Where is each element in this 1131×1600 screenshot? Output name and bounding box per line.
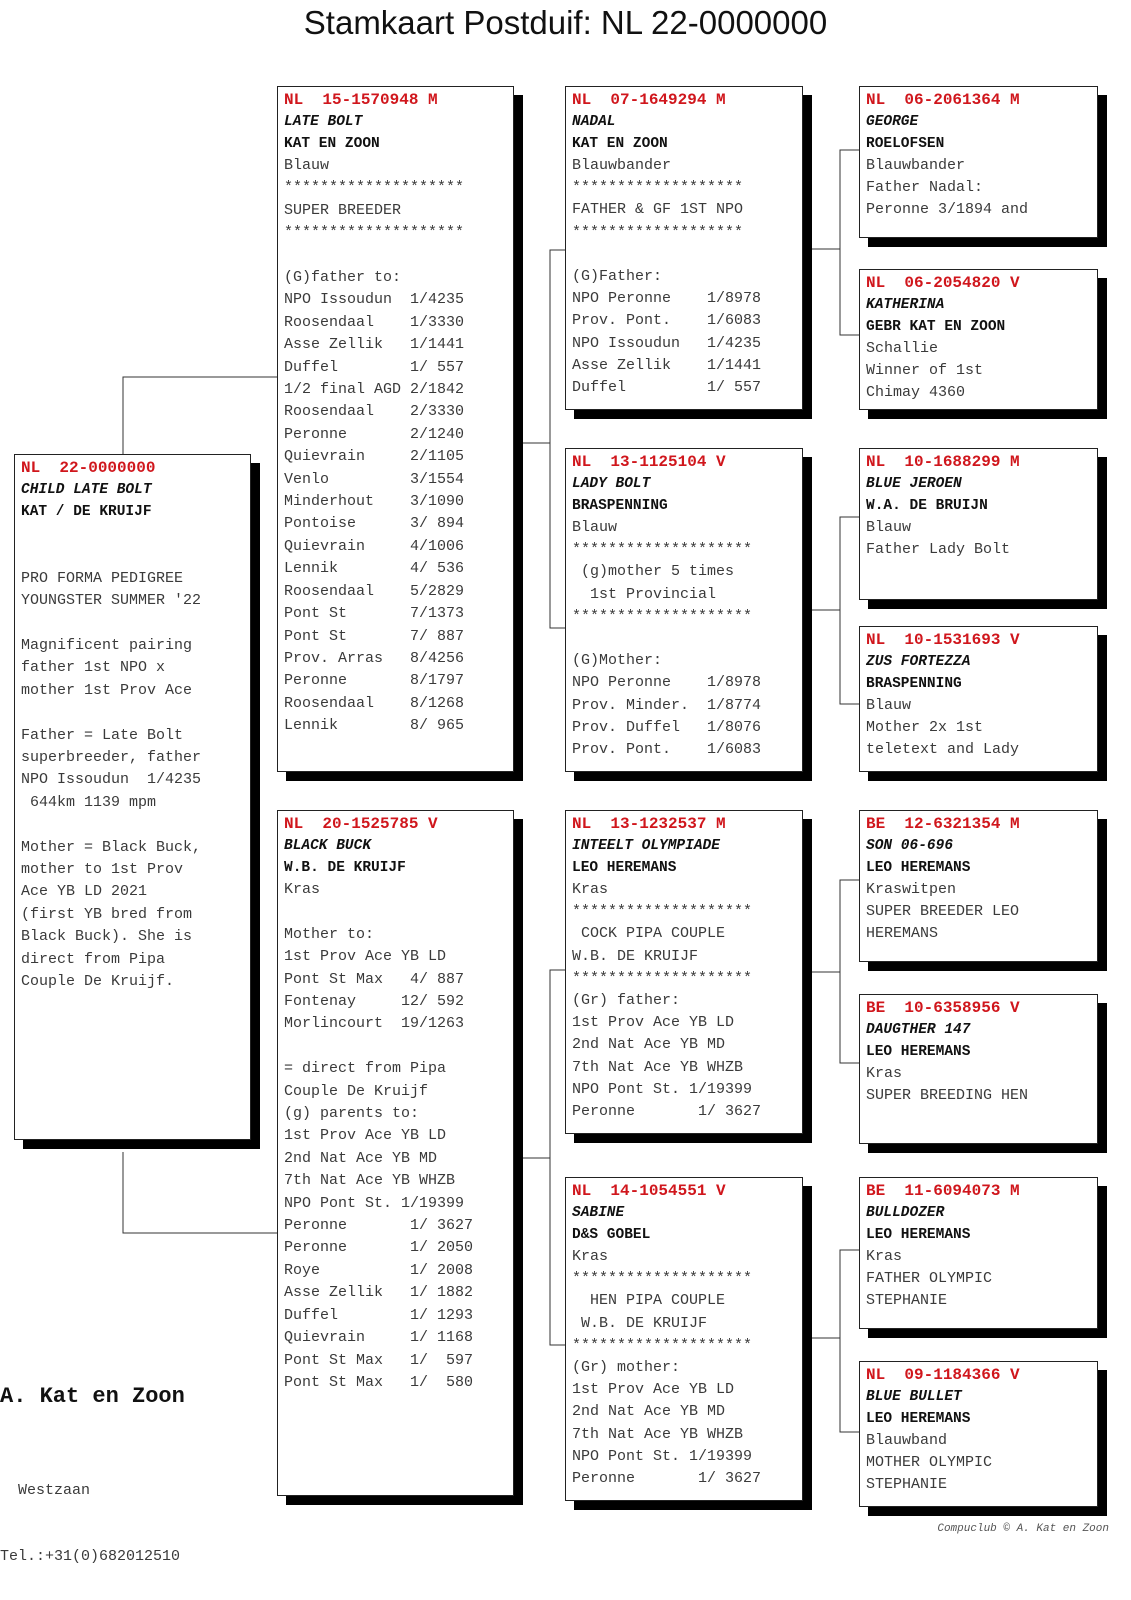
pedigree-line: Venlo 3/1554 <box>284 470 465 488</box>
pedigree-line: 1st Prov Ace YB LD <box>572 1014 735 1032</box>
pedigree-line: Blauw <box>866 697 912 714</box>
card-sss-owner: ROELOFSEN <box>866 136 945 152</box>
pedigree-line: NPO Peronne 1/8978 <box>572 674 762 692</box>
card-sdd-ring: NL 10-1531693 V <box>866 631 1020 649</box>
pedigree-line: ******************* <box>572 179 744 197</box>
pedigree-line: Kras <box>866 1065 903 1082</box>
breeder-name: A. Kat en Zoon <box>0 1384 185 1409</box>
pedigree-line: (g)mother 5 times <box>572 563 735 581</box>
pedigree-line: ******************** <box>572 903 753 921</box>
pedigree-line: SUPER BREEDING HEN <box>866 1087 1029 1105</box>
pedigree-line: Blauw <box>572 519 618 536</box>
pedigree-line <box>572 628 796 650</box>
pedigree-line: Pontoise 3/ 894 <box>284 515 465 533</box>
card-dam-sire <box>565 810 803 1134</box>
connector-sire-parents <box>520 250 569 628</box>
pedigree-line: father 1st NPO x <box>21 659 166 677</box>
card-dsd-notes <box>866 1063 1091 1107</box>
pedigree-line <box>284 245 507 267</box>
pedigree-line: ******************* <box>572 223 744 241</box>
card-sds-ring: NL 10-1688299 M <box>866 453 1020 471</box>
card-dam-dam-ring: NL 14-1054551 V <box>572 1182 726 1200</box>
pedigree-line: Mother = Black Buck, <box>21 838 202 856</box>
pedigree-line: Prov. Pont. 1/6083 <box>572 741 762 759</box>
connector-nadal-parents <box>810 150 863 335</box>
pedigree-line: 7th Nat Ace YB WHZB <box>284 1172 456 1190</box>
pedigree-line: teletext and Lady <box>866 741 1020 759</box>
pedigree-line: mother to 1st Prov <box>21 861 184 879</box>
pedigree-line: Prov. Duffel 1/8076 <box>572 718 762 736</box>
card-ssd-notes <box>866 338 1091 405</box>
card-ssd <box>859 269 1098 410</box>
pedigree-line: (G)father to: <box>284 269 402 287</box>
pedigree-line: HEREMANS <box>866 925 939 943</box>
card-dds-notes <box>866 1246 1091 1313</box>
card-subject-name: CHILD LATE BOLT <box>21 482 152 498</box>
pedigree-line: NPO Peronne 1/8978 <box>572 290 762 308</box>
connector-inteelt-parents <box>810 880 863 1063</box>
pedigree-line <box>21 523 244 545</box>
card-dam-dam <box>565 1177 803 1501</box>
breeder-contact <box>0 1436 180 1590</box>
pedigree-line: Asse Zellik 1/ 1882 <box>284 1284 474 1302</box>
pedigree-line: direct from Pipa <box>21 950 166 968</box>
card-dam-dam-notes <box>572 1246 796 1490</box>
pedigree-line: Quievrain 2/1105 <box>284 448 465 466</box>
card-ddd-owner: LEO HEREMANS <box>866 1411 971 1427</box>
page-title: Stamkaart Postduif: NL 22-0000000 <box>303 4 828 41</box>
pedigree-line: 1st Prov Ace YB LD <box>572 1381 735 1399</box>
pedigree-line: Ace YB LD 2021 <box>21 883 148 901</box>
card-dam-sire-notes <box>572 879 796 1123</box>
pedigree-line <box>21 545 244 567</box>
pedigree-line: 2nd Nat Ace YB MD <box>572 1403 726 1421</box>
card-sss-name: GEORGE <box>866 114 919 130</box>
connector-subject-sire <box>123 377 281 454</box>
pedigree-line: Duffel 1/ 557 <box>572 379 762 397</box>
pedigree-line: Asse Zellik 1/1441 <box>572 356 762 374</box>
pedigree-line: Roye 1/ 2008 <box>284 1261 474 1279</box>
pedigree-line: Duffel 1/ 1293 <box>284 1306 474 1324</box>
pedigree-line: Roosendaal 5/2829 <box>284 582 465 600</box>
card-ddd-notes <box>866 1430 1091 1497</box>
card-ddd-ring: NL 09-1184366 V <box>866 1366 1020 1384</box>
pedigree-line: MOTHER OLYMPIC <box>866 1454 993 1472</box>
pedigree-line: NPO Issoudun 1/4235 <box>21 771 202 789</box>
card-dss-notes <box>866 879 1091 946</box>
pedigree-line: COCK PIPA COUPLE <box>572 925 726 943</box>
pedigree-line: Prov. Minder. 1/8774 <box>572 696 762 714</box>
pedigree-line: 1st Prov Ace YB LD <box>284 1127 447 1145</box>
pedigree-line: 2nd Nat Ace YB MD <box>284 1149 438 1167</box>
pedigree-line: NPO Pont St. 1/19399 <box>572 1080 753 1098</box>
card-subject <box>14 454 251 1140</box>
card-dss-name: SON 06-696 <box>866 838 954 854</box>
card-dsd-name: DAUGTHER 147 <box>866 1022 971 1038</box>
pedigree-line: Peronne 1/ 3627 <box>572 1103 762 1121</box>
pedigree-line: 644km 1139 mpm <box>21 793 157 811</box>
pedigree-line: 7th Nat Ace YB WHZB <box>572 1425 744 1443</box>
pedigree-line: Duffel 1/ 557 <box>284 358 465 376</box>
card-sire-dam-owner: BRASPENNING <box>572 498 668 514</box>
card-dds <box>859 1177 1098 1329</box>
card-sss-notes <box>866 155 1091 222</box>
pedigree-line: FATHER OLYMPIC <box>866 1270 993 1288</box>
pedigree-line: W.B. DE KRUIJF <box>572 1314 708 1332</box>
card-sire-sire-name: NADAL <box>572 114 616 130</box>
pedigree-line: 2nd Nat Ace YB MD <box>572 1036 726 1054</box>
pedigree-line <box>21 613 244 635</box>
pedigree-line: ******************** <box>572 1336 753 1354</box>
pedigree-line: (g) parents to: <box>284 1105 420 1123</box>
pedigree-line: NPO Pont St. 1/19399 <box>284 1194 465 1212</box>
pedigree-line: SUPER BREEDER LEO <box>866 903 1020 921</box>
pedigree-line: STEPHANIE <box>866 1292 948 1310</box>
card-sire-name: LATE BOLT <box>284 114 363 130</box>
pedigree-line: Peronne 1/ 2050 <box>284 1239 474 1257</box>
pedigree-line: Chimay 4360 <box>866 384 966 402</box>
pedigree-line: Roosendaal 8/1268 <box>284 694 465 712</box>
card-ddd <box>859 1361 1098 1507</box>
card-dsd-ring: BE 10-6358956 V <box>866 999 1020 1017</box>
connector-dam-parents <box>520 970 569 1345</box>
pedigree-line <box>572 244 796 266</box>
pedigree-line: Blauwbander <box>866 157 966 174</box>
card-dss-ring: BE 12-6321354 M <box>866 815 1020 833</box>
pedigree-line: = direct from Pipa <box>284 1060 447 1078</box>
card-subject-ring: NL 22-0000000 <box>21 459 156 477</box>
card-sire-dam-notes <box>572 517 796 761</box>
pedigree-line: SUPER BREEDER <box>284 201 402 219</box>
pedigree-line: Kras <box>284 881 321 898</box>
pedigree-line: Kraswitpen <box>866 881 957 898</box>
pedigree-line: Fontenay 12/ 592 <box>284 993 465 1011</box>
card-sdd-owner: BRASPENNING <box>866 676 962 692</box>
pedigree-line <box>284 1036 507 1058</box>
card-sds-notes <box>866 517 1091 561</box>
pedigree-line: 1st Provincial <box>572 585 717 603</box>
card-sire-sire-notes <box>572 155 796 399</box>
card-dam-dam-owner: D&S GOBEL <box>572 1227 651 1243</box>
pedigree-line: Kras <box>866 1248 903 1265</box>
pedigree-line: Pont St Max 4/ 887 <box>284 970 465 988</box>
card-dam-sire-owner: LEO HEREMANS <box>572 860 677 876</box>
pedigree-line: NPO Pont St. 1/19399 <box>572 1447 753 1465</box>
pedigree-line: Blauw <box>284 157 330 174</box>
breeder-phone: Tel.:+31(0)682012510 <box>0 1548 181 1565</box>
pedigree-line: Pont St 7/1373 <box>284 605 465 623</box>
pedigree-line: Winner of 1st <box>866 362 984 380</box>
card-sire-sire <box>565 86 803 410</box>
pedigree-line: mother 1st Prov Ace <box>21 681 193 699</box>
pedigree-line: (Gr) mother: <box>572 1359 681 1377</box>
card-sire-notes <box>284 155 507 738</box>
pedigree-line: HEN PIPA COUPLE <box>572 1292 726 1310</box>
pedigree-line: Peronne 1/ 3627 <box>284 1217 474 1235</box>
pedigree-line: (G)Mother: <box>572 652 663 670</box>
pedigree-line: Father Nadal: <box>866 179 984 197</box>
pedigree-line: Morlincourt 19/1263 <box>284 1015 465 1033</box>
card-sire-sire-owner: KAT EN ZOON <box>572 136 668 152</box>
card-dam-notes <box>284 879 507 1394</box>
pedigree-line: NPO Issoudun 1/4235 <box>572 334 762 352</box>
pedigree-line: Quievrain 1/ 1168 <box>284 1329 474 1347</box>
pedigree-line: Lennik 4/ 536 <box>284 560 465 578</box>
pedigree-line: Pont St 7/ 887 <box>284 627 465 645</box>
card-dds-name: BULLDOZER <box>866 1205 945 1221</box>
card-dam-ring: NL 20-1525785 V <box>284 815 438 833</box>
pedigree-line: FATHER & GF 1ST NPO <box>572 201 744 219</box>
pedigree-line: Couple De Kruijf. <box>21 973 175 991</box>
pedigree-line: ******************** <box>572 1270 753 1288</box>
card-dss <box>859 810 1098 962</box>
card-sire-dam <box>565 448 803 772</box>
pedigree-line: (G)Father: <box>572 268 663 285</box>
card-sire-owner: KAT EN ZOON <box>284 136 380 152</box>
card-dam-dam-name: SABINE <box>572 1205 625 1221</box>
card-sds-owner: W.A. DE BRUIJN <box>866 498 988 514</box>
card-dam-owner: W.B. DE KRUIJF <box>284 860 406 876</box>
pedigree-line <box>284 901 507 923</box>
pedigree-line: (first YB bred from <box>21 905 193 923</box>
card-sire <box>277 86 514 772</box>
pedigree-line: Black Buck). She is <box>21 928 193 946</box>
card-sdd-notes <box>866 695 1091 762</box>
pedigree-line: Father = Late Bolt <box>21 726 184 744</box>
card-sss-ring: NL 06-2061364 M <box>866 91 1020 109</box>
pedigree-line <box>21 814 244 836</box>
card-sire-ring: NL 15-1570948 M <box>284 91 438 109</box>
pedigree-line: Mother 2x 1st <box>866 719 984 737</box>
pedigree-line: Roosendaal 1/3330 <box>284 313 465 331</box>
card-ddd-name: BLUE BULLET <box>866 1389 962 1405</box>
pedigree-line: Blauwbander <box>572 157 672 174</box>
pedigree-line: Peronne 1/ 3627 <box>572 1470 762 1488</box>
pedigree-line: superbreeder, father <box>21 749 202 766</box>
pedigree-line: NPO Issoudun 1/4235 <box>284 291 465 309</box>
card-sire-dam-name: LADY BOLT <box>572 476 651 492</box>
card-dsd-owner: LEO HEREMANS <box>866 1044 971 1060</box>
pedigree-line: Blauw <box>866 519 912 536</box>
card-dam-name: BLACK BUCK <box>284 838 372 854</box>
card-subject-notes <box>21 523 244 993</box>
pedigree-line: PRO FORMA PEDIGREE <box>21 569 184 587</box>
pedigree-line: Mother to: <box>284 925 375 943</box>
card-dds-ring: BE 11-6094073 M <box>866 1182 1020 1200</box>
card-dam <box>277 810 514 1496</box>
pedigree-line: Peronne 3/1894 and <box>866 201 1029 219</box>
pedigree-line: 1/2 final AGD 2/1842 <box>284 381 465 399</box>
pedigree-line: Minderhout 3/1090 <box>284 493 465 511</box>
card-sdd <box>859 626 1098 772</box>
pedigree-line: Prov. Pont. 1/6083 <box>572 312 762 330</box>
pedigree-line: Peronne 8/1797 <box>284 672 465 690</box>
pedigree-line: ******************** <box>572 969 753 987</box>
footer-credit: Compuclub © A. Kat en Zoon <box>937 1523 1109 1535</box>
pedigree-line: Peronne 2/1240 <box>284 425 465 443</box>
breeder-place: Westzaan <box>0 1482 91 1499</box>
pedigree-line: Lennik 8/ 965 <box>284 717 465 735</box>
pedigree-line: YOUNGSTER SUMMER '22 <box>21 592 202 610</box>
pedigree-line: Kras <box>572 1248 609 1265</box>
card-dam-sire-ring: NL 13-1232537 M <box>572 815 726 833</box>
connector-sabine-parents <box>810 1250 863 1432</box>
pedigree-line: Blauwband <box>866 1432 948 1449</box>
card-ssd-owner: GEBR KAT EN ZOON <box>866 319 1006 335</box>
card-ssd-ring: NL 06-2054820 V <box>866 274 1020 292</box>
pedigree-line: Schallie <box>866 340 939 357</box>
pedigree-line: Father Lady Bolt <box>866 541 1011 559</box>
pedigree-line: Prov. Arras 8/4256 <box>284 649 465 667</box>
pedigree-line: STEPHANIE <box>866 1476 948 1494</box>
pedigree-line: 7th Nat Ace YB WHZB <box>572 1058 744 1076</box>
card-sds <box>859 448 1098 600</box>
card-dds-owner: LEO HEREMANS <box>866 1227 971 1243</box>
card-sss <box>859 86 1098 238</box>
pedigree-line: Asse Zellik 1/1441 <box>284 336 465 354</box>
pedigree-line: W.B. DE KRUIJF <box>572 947 699 965</box>
card-dss-owner: LEO HEREMANS <box>866 860 971 876</box>
card-sire-dam-ring: NL 13-1125104 V <box>572 453 726 471</box>
card-dam-sire-name: INTEELT OLYMPIADE <box>572 838 720 854</box>
card-dsd <box>859 994 1098 1144</box>
card-subject-owner: KAT / DE KRUIJF <box>21 504 152 520</box>
pedigree-line: ******************** <box>572 607 753 625</box>
pedigree-line: ******************** <box>572 541 753 559</box>
card-sds-name: BLUE JEROEN <box>866 476 962 492</box>
card-sdd-name: ZUS FORTEZZA <box>866 654 971 670</box>
pedigree-line: Quievrain 4/1006 <box>284 537 465 555</box>
pedigree-line <box>21 702 244 724</box>
card-sire-sire-ring: NL 07-1649294 M <box>572 91 726 109</box>
pedigree-line: Couple De Kruijf <box>284 1082 429 1100</box>
pedigree-line: Pont St Max 1/ 597 <box>284 1351 474 1369</box>
pedigree-line: Kras <box>572 881 609 898</box>
pedigree-line: Pont St Max 1/ 580 <box>284 1373 474 1391</box>
pedigree-line: ******************** <box>284 224 465 242</box>
pedigree-line: Roosendaal 2/3330 <box>284 403 465 421</box>
pedigree-line: (Gr) father: <box>572 992 681 1010</box>
connector-subject-dam <box>123 1152 281 1233</box>
card-ssd-name: KATHERINA <box>866 297 945 313</box>
pedigree-line: 1st Prov Ace YB LD <box>284 948 447 966</box>
connector-ladybolt-parents <box>810 517 863 704</box>
pedigree-line: ******************** <box>284 179 465 197</box>
pedigree-line: Magnificent pairing <box>21 636 193 654</box>
